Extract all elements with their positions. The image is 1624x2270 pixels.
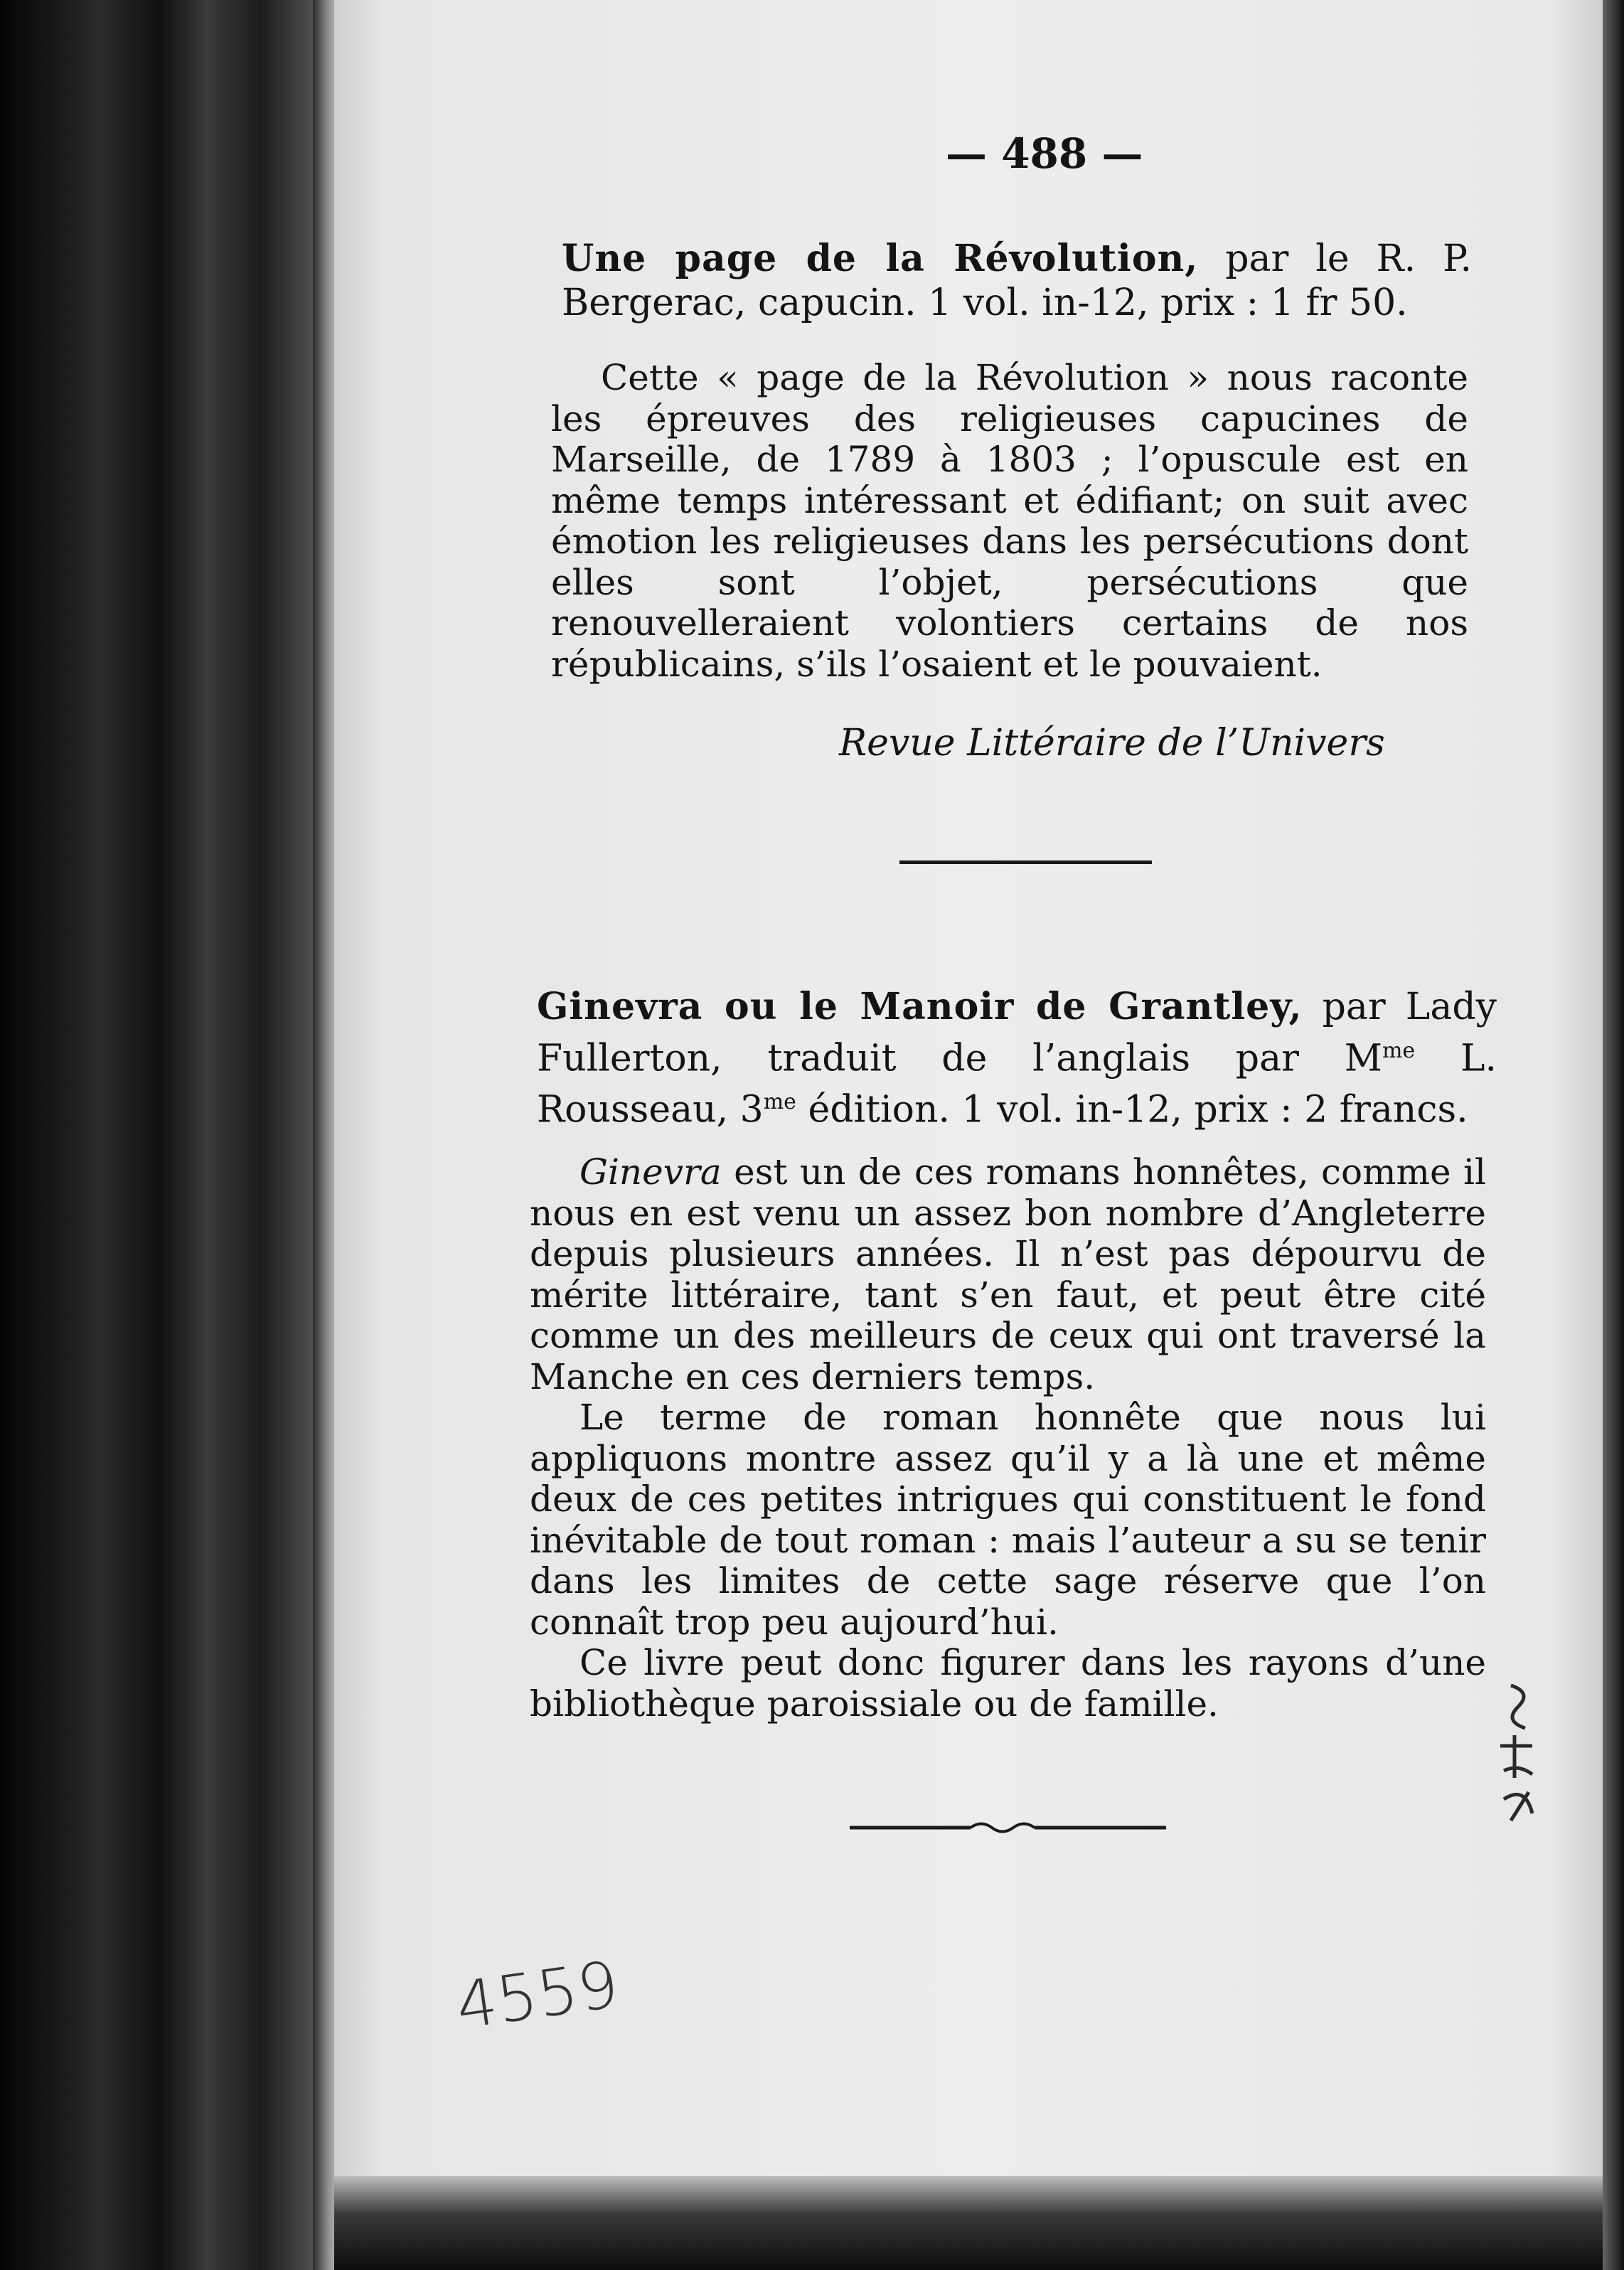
entry-2-paragraph-2: Le terme de roman honnête que nous lui appliquons montre assez qu’il y a là une et même deux de ces petites intrigues qui constituent le fond inévitable de tout roman : mais l’auteur a su se tenir dans les limites de cette sage réserve que l’on connaît trop peu aujourd’hui. bbox=[530, 1397, 1486, 1643]
entry-1-paragraph: Cette « page de la Révolution » nous raconte les épreuves des religieuses capucines de Marseille, de 1789 à 1803 ; l’opuscule est en même temps intéressant et édifiant; on suit avec émotion les religieuses dans les persécutions dont elles sont l’objet, persécutions que renouvelleraient volontiers certains de nos républicains, s’ils l’osaient et le pouvaient. bbox=[551, 357, 1468, 685]
book-binding bbox=[0, 0, 334, 2270]
entry-1-details: par le R. P. Bergerac, capucin. 1 vol. in-12, prix : 1 fr 50. bbox=[562, 238, 1472, 324]
entry-2-sup-a: me bbox=[1382, 1038, 1416, 1063]
entry-2-paragraph-3: Ce livre peut donc figurer dans les rayons d’une bibliothèque paroissiale ou de famille. bbox=[530, 1642, 1486, 1725]
entry-2-paragraph-1 bbox=[530, 1152, 1486, 1397]
section-divider bbox=[899, 860, 1152, 864]
entry-1-heading bbox=[562, 237, 1472, 325]
handwritten-catalog-number: 4559 bbox=[452, 1947, 624, 2044]
page-number: — 488 — bbox=[946, 129, 1143, 178]
entry-1-source: Revue Littéraire de l’Univers bbox=[839, 722, 1385, 764]
entry-2-details-b: L. Rousseau, 3 bbox=[537, 1037, 1497, 1131]
entry-1-review bbox=[551, 358, 1468, 685]
entry-2-title: Ginevra ou le Manoir de Grantley, bbox=[537, 985, 1303, 1028]
entry-2-italic-title: Ginevra bbox=[579, 1151, 722, 1193]
end-ornament bbox=[850, 1817, 1166, 1838]
entry-2-paragraph-1-text: est un de ces romans honnêtes, comme il nous en est venu un assez bon nombre d’Angleterre depuis plusieurs années. Il n’est pas dépourvu de mérite littéraire, tant s’en faut, et peut être cité comme un des meilleurs de ceux qui ont traversé la Manche en ces derniers temps. bbox=[530, 1151, 1486, 1397]
entry-2-review bbox=[530, 1152, 1486, 1725]
entry-2-sup-b: me bbox=[763, 1089, 796, 1115]
right-page-edge bbox=[1603, 0, 1624, 2270]
entry-1-title: Une page de la Révolution, bbox=[562, 237, 1199, 280]
entry-2-details-a: par Lady Fullerton, traduit de l’anglais par M bbox=[537, 986, 1497, 1080]
entry-2-heading bbox=[537, 985, 1497, 1132]
page-bottom-shadow bbox=[334, 2176, 1603, 2270]
entry-2-details-c: édition. 1 vol. in-12, prix : 2 francs. bbox=[796, 1088, 1468, 1131]
margin-pencil-mark bbox=[1483, 1678, 1546, 1835]
